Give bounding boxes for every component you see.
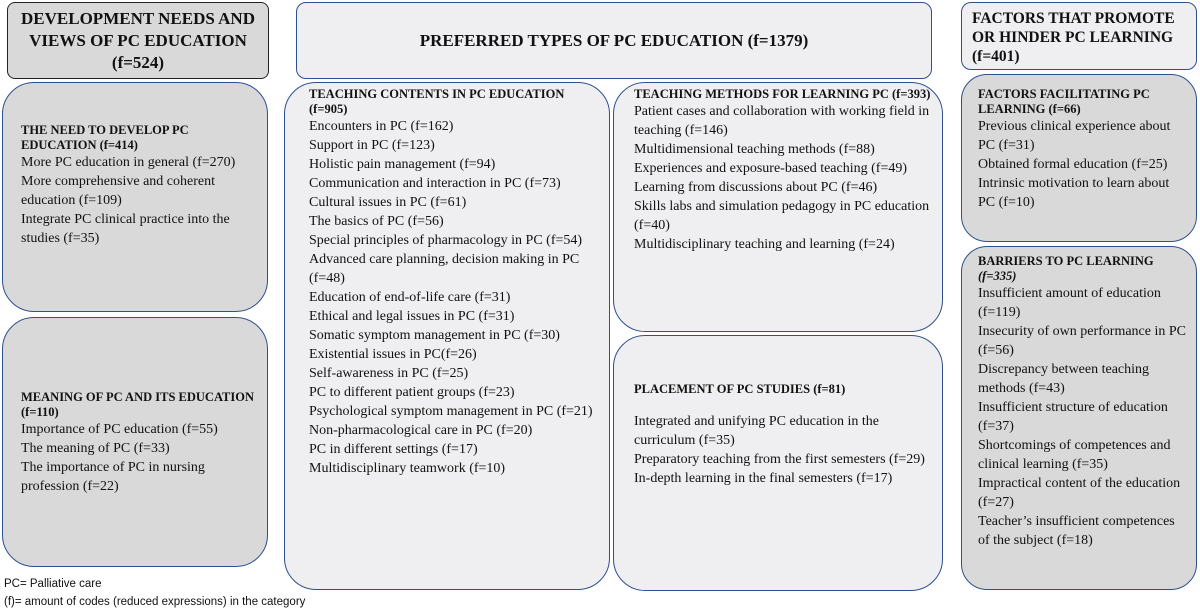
list-item: Insufficient amount of education (f=119) — [978, 286, 1161, 320]
list-item: Cultural issues in PC (f=61) — [309, 195, 467, 210]
box-meaning-of-pc — [2, 317, 268, 567]
list-item: Patient cases and collaboration with working field in teaching (f=146) — [634, 104, 930, 138]
box-barriers-list — [978, 284, 1188, 550]
box-teaching-methods-list — [634, 102, 932, 254]
header-preferred-types — [296, 2, 932, 79]
box-need-to-develop — [2, 82, 268, 312]
box-barriers-title-count: (f=335) — [978, 269, 1017, 283]
list-item: Multidisciplinary teamwork (f=10) — [309, 461, 506, 476]
footnote-pc: PC= Palliative care — [4, 578, 102, 590]
list-item: Importance of PC education (f=55) — [21, 422, 218, 437]
list-item: Obtained formal education (f=25) — [978, 157, 1168, 172]
box-barriers-title-text: BARRIERS TO PC LEARNING — [978, 254, 1154, 268]
list-item: PC to different patient groups (f=23) — [309, 385, 515, 400]
header-preferred-types-text: PREFERRED TYPES OF PC EDUCATION (f=1379) — [419, 30, 809, 50]
list-item: Intrinsic motivation to learn about PC (f=10) — [978, 176, 1170, 210]
list-item: Discrepancy between teaching methods (f=43) — [978, 362, 1150, 396]
box-teaching-methods-title: TEACHING METHODS FOR LEARNING PC (f=393) — [634, 87, 931, 101]
list-item: More PC education in general (f=270) — [21, 155, 236, 170]
box-need-to-develop-list — [21, 153, 255, 248]
list-item: Education of end-of-life care (f=31) — [309, 290, 511, 305]
box-need-to-develop-title: THE NEED TO DEVELOP PC EDUCATION (f=414) — [21, 123, 189, 152]
list-item: Integrate PC clinical practice into the studies (f=35) — [21, 212, 230, 246]
list-item: PC in different settings (f=17) — [309, 442, 478, 457]
box-facilitating-title: FACTORS FACILITATING PC LEARNING (f=66) — [978, 87, 1150, 116]
list-item: Previous clinical experience about PC (f=31) — [978, 119, 1171, 153]
box-barriers — [961, 246, 1197, 590]
box-meaning-of-pc-title: MEANING OF PC AND ITS EDUCATION (f=110) — [21, 390, 255, 419]
box-placement — [613, 335, 943, 591]
header-factors-text: FACTORS THAT PROMOTE OR HINDER PC LEARNING (f=401) — [972, 9, 1175, 65]
list-item: Self-awareness in PC (f=25) — [309, 366, 469, 381]
box-teaching-contents — [284, 82, 610, 590]
list-item: Shortcomings of competences and clinical learning (f=35) — [978, 438, 1171, 472]
list-item: In-depth learning in the final semesters (f=17) — [634, 471, 893, 486]
list-item: Teacher’s insufficient competences of the subject (f=18) — [978, 514, 1175, 548]
list-item: Existential issues in PC(f=26) — [309, 347, 477, 362]
list-item: Skills labs and simulation pedagogy in PC education (f=40) — [634, 199, 930, 233]
box-teaching-contents-list — [309, 117, 599, 478]
list-item: Non-pharmacological care in PC (f=20) — [309, 423, 533, 438]
header-factors — [961, 2, 1197, 70]
list-item: Integrated and unifying PC education in the curriculum (f=35) — [634, 414, 879, 448]
list-item: Impractical content of the education (f=27) — [978, 476, 1181, 510]
box-meaning-of-pc-list — [21, 420, 255, 496]
footnote-f: (f)= amount of codes (reduced expressions) in the category — [4, 596, 306, 608]
box-teaching-methods — [613, 82, 943, 332]
box-barriers-title — [978, 254, 1188, 284]
box-facilitating-list — [978, 117, 1188, 212]
list-item: Communication and interaction in PC (f=73) — [309, 176, 561, 191]
box-placement-title: PLACEMENT OF PC STUDIES (f=81) — [634, 382, 846, 396]
list-item: More comprehensive and coherent education (f=109) — [21, 174, 215, 208]
list-item: The importance of PC in nursing profession (f=22) — [21, 460, 205, 494]
list-item: Multidimensional teaching methods (f=88) — [634, 142, 875, 157]
header-development-needs — [7, 2, 269, 79]
list-item: Multidisciplinary teaching and learning (f=24) — [634, 237, 895, 252]
list-item: The basics of PC (f=56) — [309, 214, 444, 229]
list-item: Learning from discussions about PC (f=46) — [634, 180, 878, 195]
box-facilitating — [961, 74, 1197, 242]
list-item: Insufficient structure of education (f=37) — [978, 400, 1168, 434]
list-item: Experiences and exposure-based teaching (f=49) — [634, 161, 907, 176]
list-item: Preparatory teaching from the first semesters (f=29) — [634, 452, 925, 467]
list-item: Holistic pain management (f=94) — [309, 157, 496, 172]
list-item: Psychological symptom management in PC (f=21) — [309, 404, 593, 419]
list-item: Support in PC (f=123) — [309, 138, 435, 153]
list-item: Somatic symptom management in PC (f=30) — [309, 328, 560, 343]
box-placement-list — [634, 412, 932, 488]
list-item: Insecurity of own performance in PC (f=56) — [978, 324, 1186, 358]
header-development-needs-text: DEVELOPMENT NEEDS AND VIEWS OF PC EDUCATION (f=524) — [21, 8, 255, 72]
list-item: The meaning of PC (f=33) — [21, 441, 170, 456]
list-item: Advanced care planning, decision making in PC (f=48) — [309, 252, 580, 286]
list-item: Ethical and legal issues in PC (f=31) — [309, 309, 515, 324]
list-item: Encounters in PC (f=162) — [309, 119, 454, 134]
list-item: Special principles of pharmacology in PC (f=54) — [309, 233, 583, 248]
box-teaching-contents-title: TEACHING CONTENTS IN PC EDUCATION (f=905) — [309, 87, 565, 116]
